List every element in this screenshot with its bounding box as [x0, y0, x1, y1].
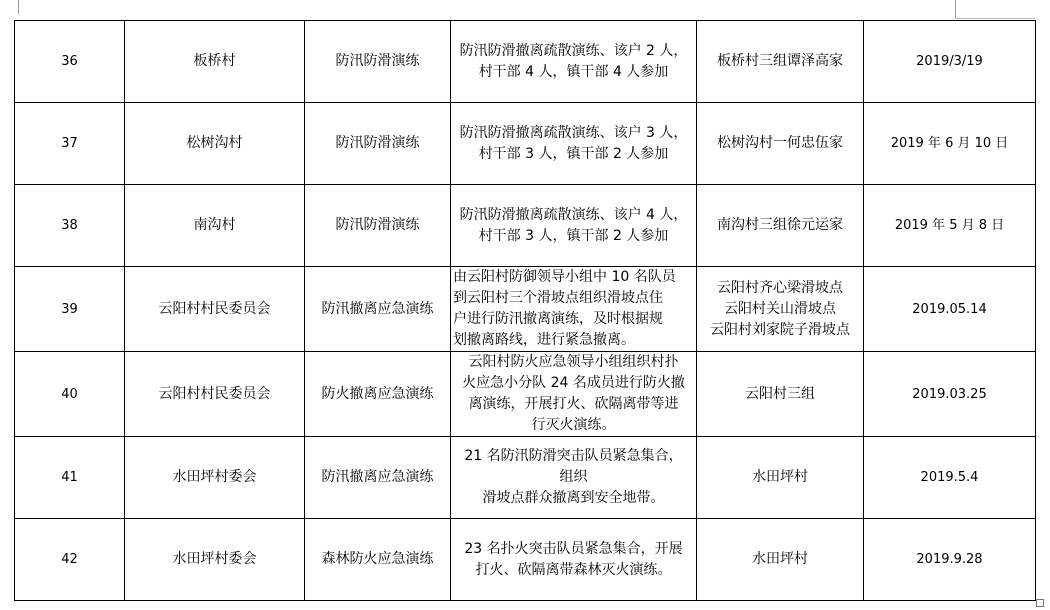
cell-date: 2019 年 6 月 10 日 — [864, 103, 1036, 185]
table-body — [15, 21, 1036, 601]
page-corner-mark-right-line — [955, 18, 1035, 19]
cell-date: 2019 年 5 月 8 日 — [864, 185, 1036, 267]
page-corner-mark-right — [955, 0, 956, 18]
cell-drill-type: 防汛防滑演练 — [305, 103, 451, 185]
location-line: 水田坪村 — [752, 469, 808, 485]
cell-description — [451, 21, 697, 103]
location-line: 板桥村三组谭泽高家 — [717, 53, 843, 69]
description-line: 组织 — [559, 469, 588, 485]
table-row — [15, 185, 1036, 267]
cell-location — [697, 352, 864, 437]
table-row — [15, 21, 1036, 103]
cell-location — [697, 103, 864, 185]
cell-drill-type: 防汛撤离应急演练 — [305, 437, 451, 519]
page-top-margin — [0, 0, 1050, 20]
table-row — [15, 267, 1036, 352]
cell-unit: 云阳村村民委员会 — [125, 267, 305, 352]
cell-drill-type: 防火撤离应急演练 — [305, 352, 451, 437]
location-line: 云阳村关山滑坡点 — [724, 300, 836, 317]
cell-date: 2019.5.4 — [864, 437, 1036, 519]
description-line: 火应急小分队 24 名成员进行防火撤 — [462, 375, 685, 391]
cell-date: 2019.03.25 — [864, 352, 1036, 437]
cell-number: 37 — [15, 103, 125, 185]
description-line: 滑坡点群众撤离到安全地带。 — [482, 490, 665, 506]
description-line: 村干部 3 人，镇干部 2 人参加 — [478, 145, 669, 162]
cell-location — [697, 519, 864, 601]
cell-number: 38 — [15, 185, 125, 267]
description-line: 户进行防汛撤离演练，及时根据规 — [453, 311, 663, 327]
table-row — [15, 519, 1036, 601]
page-corner-mark-left — [18, 0, 19, 14]
description-line: 21 名防汛防滑突击队员紧急集合， — [464, 448, 683, 464]
cell-drill-type: 森林防火应急演练 — [305, 519, 451, 601]
cell-unit: 云阳村村民委员会 — [125, 352, 305, 437]
location-line: 南沟村三组徐元运家 — [717, 217, 843, 233]
location-line: 松树沟村一何忠伍家 — [717, 135, 843, 151]
description-line: 行灭火演练。 — [531, 417, 616, 433]
drill-records-table — [14, 20, 1036, 601]
cell-description — [451, 437, 697, 519]
cell-location — [697, 267, 864, 352]
description-line: 防汛防滑撤离疏散演练、该户 4 人， — [459, 206, 688, 223]
location-line: 水田坪村 — [752, 551, 808, 567]
description-line: 划撤离路线，进行紧急撤离。 — [453, 332, 635, 348]
table-row — [15, 103, 1036, 185]
cell-description — [451, 267, 697, 352]
cell-number: 41 — [15, 437, 125, 519]
description-line: 防汛防滑撤离疏散演练、该户 3 人， — [459, 124, 688, 141]
cell-drill-type: 防汛防滑演练 — [305, 21, 451, 103]
description-line: 离演练，开展打火、砍隔离带等进 — [468, 396, 679, 412]
cell-description — [451, 185, 697, 267]
table-resize-handle[interactable] — [1036, 599, 1044, 607]
location-line: 云阳村刘家院子滑坡点 — [710, 321, 850, 338]
cell-unit: 水田坪村委会 — [125, 519, 305, 601]
location-line: 云阳村齐心梁滑坡点 — [717, 279, 843, 296]
description-line: 由云阳村防御领导小组中 10 名队员 — [453, 269, 676, 285]
cell-location — [697, 185, 864, 267]
description-line: 打火、砍隔离带森林灭火演练。 — [475, 561, 672, 578]
description-line: 到云阳村三个滑坡点组织滑坡点住 — [453, 290, 663, 306]
cell-unit: 板桥村 — [125, 21, 305, 103]
cell-description — [451, 103, 697, 185]
cell-number: 42 — [15, 519, 125, 601]
cell-unit: 松树沟村 — [125, 103, 305, 185]
description-line: 云阳村防火应急领导小组组织村扑 — [468, 354, 679, 370]
cell-drill-type: 防汛撤离应急演练 — [305, 267, 451, 352]
table-row — [15, 352, 1036, 437]
description-line: 防汛防滑撤离疏散演练、该户 2 人， — [459, 42, 688, 59]
cell-location — [697, 21, 864, 103]
cell-description — [451, 352, 697, 437]
cell-date: 2019.9.28 — [864, 519, 1036, 601]
cell-date: 2019/3/19 — [864, 21, 1036, 103]
cell-drill-type: 防汛防滑演练 — [305, 185, 451, 267]
cell-unit: 南沟村 — [125, 185, 305, 267]
description-line: 23 名扑火突击队员紧急集合，开展 — [464, 540, 683, 557]
cell-number: 36 — [15, 21, 125, 103]
location-line: 云阳村三组 — [745, 385, 815, 402]
description-line: 村干部 4 人，镇干部 4 人参加 — [478, 63, 669, 80]
cell-unit: 水田坪村委会 — [125, 437, 305, 519]
cell-date: 2019.05.14 — [864, 267, 1036, 352]
cell-location — [697, 437, 864, 519]
description-line: 村干部 3 人，镇干部 2 人参加 — [478, 227, 669, 244]
cell-number: 40 — [15, 352, 125, 437]
table-row — [15, 437, 1036, 519]
cell-description — [451, 519, 697, 601]
cell-number: 39 — [15, 267, 125, 352]
